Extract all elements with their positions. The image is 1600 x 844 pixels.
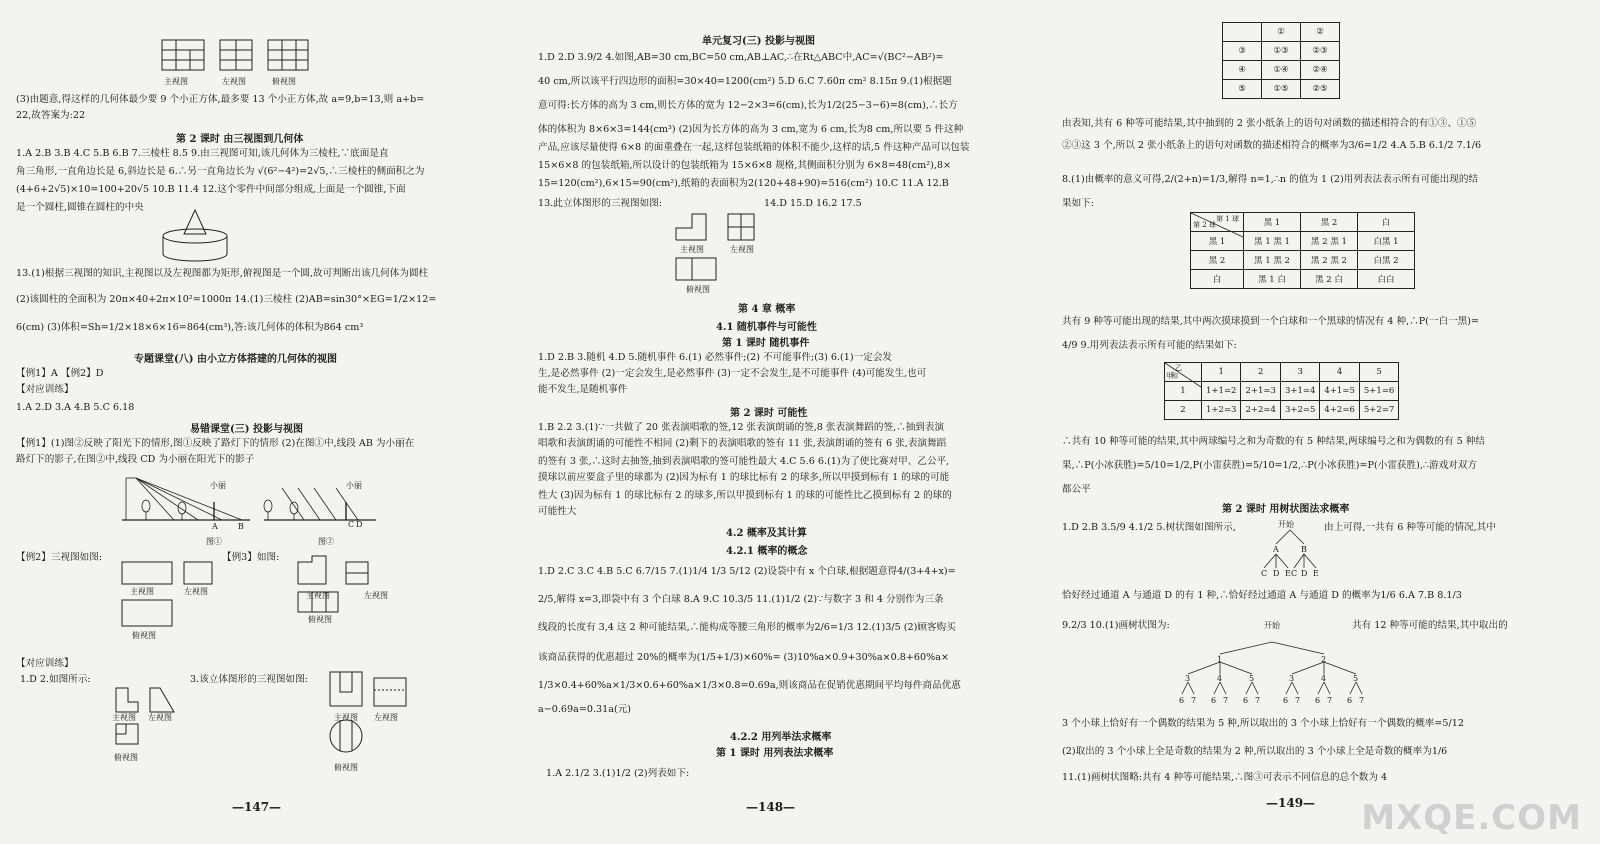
- text-line: 【对应训练】: [16, 658, 74, 669]
- table-cell: 白黑 1: [1358, 232, 1415, 251]
- ball-draw-table: [1190, 212, 1415, 289]
- section-heading: 易错课堂(三) 投影与视图: [190, 424, 303, 435]
- text-line: (4+6+2√5)×10=100+20√5 10.B 11.4 12.这个零件中间部分组成,上面是一个圆锥,下面: [16, 184, 406, 195]
- tree-node: 开始: [1264, 621, 1280, 630]
- fig-label: 左视图: [148, 713, 172, 722]
- grid-cell: ①③: [1262, 42, 1301, 61]
- tree-node: 6: [1211, 696, 1217, 705]
- fig-label: 俯视图: [132, 631, 156, 640]
- tree-node: 3: [1185, 674, 1191, 683]
- text-line: 22,故答案为:22: [16, 110, 86, 121]
- grid-cell: ②⑤: [1301, 80, 1340, 99]
- table-header: 5: [1359, 363, 1398, 382]
- table-cell: 1+2=3: [1202, 401, 1241, 420]
- text-line: 果,∴P(小冰获胜)=5/10=1/2,P(小雷获胜)=5/10=1/2,∴P(小冰获胜)=P(小雷获胜),∴游戏对双方: [1062, 460, 1477, 471]
- text-line: 13.此立体图形的三视图如图:: [538, 198, 663, 209]
- text-line: 8.(1)由概率的意义可得,2/(2+n)=1/3,解得 n=1,∴n 的值为 1 (2)用列表法表示所有可能出现的结: [1062, 174, 1479, 185]
- fig-label: A: [212, 522, 218, 531]
- tree-node: A: [1273, 545, 1279, 554]
- fig-label: 图②: [318, 537, 334, 546]
- text-line: 该商品获得的优惠超过 20%的概率为(1/5+1/3)×60%= (3)10%a×0.9+30%a×0.8+60%a×: [538, 652, 949, 663]
- fig-label: 俯视图: [334, 763, 358, 772]
- tree-node: 7: [1223, 696, 1229, 705]
- tree-node: 6: [1315, 696, 1321, 705]
- fig-label: 左视图: [222, 77, 246, 86]
- table-cell: 黑 2 白: [1301, 270, 1358, 289]
- text-line: 1.D 2.C 3.C 4.B 5.C 6.7/15 7.(1)1/4 1/3 5/12 (2)设袋中有 x 个白球,根据题意得4/(3+4+x)=: [538, 566, 956, 577]
- text-line: 11.(1)画树状图略:共有 4 种等可能结果,∴图③可表示不同信息的总个数为 4: [1062, 772, 1388, 783]
- section-heading: 4.2 概率及其计算: [726, 528, 807, 539]
- text-line: 【例1】A 【例2】D: [16, 368, 104, 379]
- table-corner: 第 1 球 第 2 球: [1191, 213, 1244, 232]
- fig-label: 左视图: [730, 245, 754, 254]
- fig-label: 主视图: [130, 587, 154, 596]
- text-line: 体的体积为 8×6×3=144(cm³) (2)因为长方体的高为 3 cm,宽为 6 cm,长为8 cm,所以要 5 件这种: [538, 124, 964, 135]
- sum-table: [1164, 362, 1399, 420]
- text-line: 14.D 15.D 16.2 17.5: [764, 198, 862, 209]
- table-cell: 黑 1 白: [1244, 270, 1301, 289]
- section-heading: 第 4 章 概率: [738, 304, 796, 315]
- fig-label: 俯视图: [308, 615, 332, 624]
- text-line: 性大 (3)因为标有 1 的球比标有 2 的球多,所以甲摸到标有 1 的球的可能性比乙摸到标有 2 的球的: [538, 490, 952, 501]
- text-line: 1.A 2.D 3.A 4.B 5.C 6.18: [16, 402, 135, 413]
- tree-node: C: [1291, 569, 1298, 578]
- page-148: [530, 0, 1050, 844]
- grid-cell: ②: [1301, 23, 1340, 42]
- text-line: 意可得:长方体的高为 3 cm,则长方体的宽为 12−2×3=6(cm),长为1/2(25−3−6)=8(cm),∴长方: [538, 100, 958, 111]
- text-line: 15×6×8 的包装纸箱,所以设计的包装纸箱为 15×6×8 规格,其侧面积分别为 6×8=48(cm²),8×: [538, 160, 952, 171]
- tree-node: 6: [1243, 696, 1249, 705]
- tree-node: C: [1261, 569, 1268, 578]
- tree-node: 5: [1353, 674, 1359, 683]
- tree-node: E: [1313, 569, 1319, 578]
- text-line: 恰好经过通道 A 与通道 D 的有 1 种,∴恰好经过通道 A 与通道 D 的概率为1/6 6.A 7.B 8.1/3: [1062, 590, 1462, 601]
- text-line: 摸球以前应要盒子里的球都为 (2)因为标有 1 的球比标有 2 的球多,所以甲摸到标有 1 的球的可能: [538, 472, 950, 483]
- table-cell: 4+2=6: [1320, 401, 1359, 420]
- text-line: 9.2/3 10.(1)画树状图为:: [1062, 620, 1170, 631]
- text-line: 1.D 2.B 3.随机 4.D 5.随机事件 6.(1) 必然事件;(2) 不可能事件;(3) 6.(1)一定会发: [538, 352, 893, 363]
- text-line: (3)由题意,得这样的几何体最少要 9 个小正方体,最多要 13 个小正方体,故 a=9,b=13,则 a+b=: [16, 94, 425, 105]
- table-cell: 1: [1165, 382, 1202, 401]
- tree-node: 5: [1249, 674, 1255, 683]
- tree-node: E: [1285, 569, 1291, 578]
- table-header: 黑 2: [1301, 213, 1358, 232]
- tree-node: 6: [1347, 696, 1353, 705]
- section-heading: 第 1 课时 用列表法求概率: [716, 748, 834, 759]
- text-line: 由上可得,一共有 6 种等可能的情况,其中: [1324, 522, 1496, 533]
- text-line: 唱歌和表演朗诵的可能性不相同 (2)剩下的表演唱歌的签有 11 张,表演朗诵的签有 6 张,表演舞蹈: [538, 438, 947, 449]
- table-header: 3: [1280, 363, 1319, 382]
- table-cell: 黑 2 黑 2: [1301, 251, 1358, 270]
- text-line: 3.该立体图形的三视图如图:: [190, 674, 308, 685]
- tree-node: 4: [1217, 674, 1223, 683]
- text-line: 【例3】如图:: [222, 552, 280, 563]
- grid-cell: ③: [1223, 42, 1262, 61]
- text-line: 果如下:: [1062, 198, 1095, 209]
- text-line: ∴共有 10 种等可能的结果,其中两球编号之和为奇数的有 5 种结果,两球编号之和为偶数的有 5 种结: [1062, 436, 1485, 447]
- text-line: 40 cm,所以该平行四边形的面积=30×40=1200(cm²) 5.D 6.C 7.60π cm² 8.15π 9.(1)根据题: [538, 76, 952, 87]
- text-line: 1.D 2.D 3.9/2 4.如图,AB=30 cm,BC=50 cm,AB⊥AC,∴在Rt△ABC中,AC=√(BC²−AB²)=: [538, 52, 944, 63]
- section-heading: 第 1 课时 随机事件: [722, 338, 810, 349]
- text-line: a−0.69a=0.31a(元): [538, 704, 632, 715]
- text-line: 是一个圆柱,圆锥在圆柱的中央: [16, 202, 144, 213]
- text-line: 1.D 2.如图所示:: [20, 674, 91, 685]
- text-line: 1.D 2.B 3.5/9 4.1/2 5.树状图如图所示,: [1062, 522, 1236, 533]
- tree-node: 7: [1191, 696, 1197, 705]
- table-header: 4: [1320, 363, 1359, 382]
- table-cell: 4+1=5: [1320, 382, 1359, 401]
- page-147: [0, 0, 518, 844]
- tree-node: D: [1301, 569, 1308, 578]
- table-header: 白: [1358, 213, 1415, 232]
- table-header: 1: [1202, 363, 1241, 382]
- text-line: 共有 12 种等可能的结果,其中取出的: [1352, 620, 1508, 631]
- grid-cell: ①⑤: [1262, 80, 1301, 99]
- table-cell: 黑 1: [1191, 232, 1244, 251]
- grid-cell: ④: [1223, 61, 1262, 80]
- section-heading: 第 2 课时 可能性: [730, 408, 808, 419]
- grid-cell: ②③: [1301, 42, 1340, 61]
- table-header: 黑 1: [1244, 213, 1301, 232]
- fig-label: 小丽: [346, 481, 362, 490]
- tree-node: 6: [1283, 696, 1289, 705]
- text-line: 生,是必然事件 (2)一定会发生,是必然事件 (3)一定不会发生,是不可能事件 (4)可能发生,也可: [538, 368, 927, 379]
- fig-label: 主视图: [680, 245, 704, 254]
- table-cell: 1+1=2: [1202, 382, 1241, 401]
- tree-node: 1: [1217, 655, 1223, 664]
- text-line: 1.A 2.1/2 3.(1)1/2 (2)列表如下:: [546, 768, 690, 779]
- section-heading: 4.2.2 用列举法求概率: [730, 732, 832, 743]
- text-line: 产品,应该尽量使得 6×8 的面重叠在一起,这样包装纸箱的体积不能少,这样的话,5 件这种产品可以包装: [538, 142, 970, 153]
- fig-label: 主视图: [306, 591, 330, 600]
- section-heading: 4.2.1 概率的概念: [726, 546, 808, 557]
- table-header: 2: [1241, 363, 1280, 382]
- page-149: [1062, 0, 1600, 844]
- table-cell: 2: [1165, 401, 1202, 420]
- fig-label: 俯视图: [114, 753, 138, 762]
- fig-label: 主视图: [112, 713, 136, 722]
- text-line: (2)取出的 3 个小球上全是奇数的结果为 2 种,所以取出的 3 个小球上全是奇数的概率为1/6: [1062, 746, 1448, 757]
- fig-label: 图①: [206, 537, 222, 546]
- table-cell: 黑 2: [1191, 251, 1244, 270]
- text-line: 1.B 2.2 3.(1)∵一共做了 20 张表演唱歌的签,12 张表演朗诵的签,8 张表演舞蹈的签,∴抽到表演: [538, 422, 945, 433]
- text-line: 线段的长度有 3,4 这 2 种可能结果,∴能构成等腰三角形的概率为2/6=1/3 12.(1)3/5 (2)顾客购买: [538, 622, 956, 633]
- tree-node: 开始: [1278, 520, 1294, 529]
- three-views-grid-figure: [158, 38, 308, 72]
- text-line: 4/9 9.用列表法表示所有可能的结果如下:: [1062, 340, 1237, 351]
- tree-node: 2: [1321, 655, 1327, 664]
- page-number: —149—: [1266, 796, 1316, 810]
- fig-label: 主视图: [334, 713, 358, 722]
- text-line: 的签有 3 张,∴这时去抽签,抽到表演唱歌的签可能性最大 4.C 5.6 6.(1)为了使比赛对甲、乙公平,: [538, 456, 950, 467]
- table-cell: 黑 1 黑 2: [1244, 251, 1301, 270]
- section-heading: 4.1 随机事件与可能性: [716, 322, 817, 333]
- table-cell: 黑 1 黑 1: [1244, 232, 1301, 251]
- tree-node: 3: [1289, 674, 1295, 683]
- text-line: 1.A 2.B 3.B 4.C 5.B 6.B 7.三棱柱 8.5 9.由三视图可知,该几何体为三棱柱,∵底面是直: [16, 148, 389, 159]
- text-line: 能不发生,是随机事件: [538, 384, 628, 395]
- watermark: MXQE.COM: [1361, 798, 1582, 838]
- table-cell: 白黑 2: [1358, 251, 1415, 270]
- tree-node: 6: [1179, 696, 1185, 705]
- section-heading: 单元复习(三) 投影与视图: [702, 36, 815, 47]
- table-cell: 5+2=7: [1359, 401, 1398, 420]
- fig-label: D: [356, 520, 363, 529]
- text-line: 都公平: [1062, 484, 1091, 495]
- fig-label: B: [238, 522, 244, 531]
- table-cell: 黑 2 黑 1: [1301, 232, 1358, 251]
- text-line: 共有 9 种等可能出现的结果,其中两次摸球摸到一个白球和一个黑球的情况有 4 种,∴P(一白一黑)=: [1062, 316, 1480, 327]
- text-line: 2/5,解得 x=3,即袋中有 3 个白球 8.A 9.C 10.3/5 11.(1)1/2 (2)∵与数字 3 和 4 分别作为三条: [538, 594, 944, 605]
- text-line: 由表知,共有 6 种等可能结果,其中抽到的 2 张小纸条上的语句对函数的描述相符合的有①③、①⑤: [1062, 118, 1477, 129]
- text-line: 【例2】三视图如图:: [16, 552, 103, 563]
- text-line: 【例1】(1)图②反映了阳光下的情形,图①反映了路灯下的情形 (2)在图①中,线段 AB 为小丽在: [16, 438, 415, 449]
- table-corner: 乙 和 甲: [1165, 363, 1202, 382]
- tree-node: 4: [1321, 674, 1327, 683]
- text-line: 3 个小球上恰好有一个偶数的结果为 5 种,所以取出的 3 个小球上恰好有一个偶数的概率=5/12: [1062, 718, 1464, 729]
- text-line: 6(cm) (3)体积=Sh=1/2×18×6×16=864(cm³),答:该几何体的体积为864 cm³: [16, 322, 364, 333]
- table-cell: 白白: [1358, 270, 1415, 289]
- fig-label: 左视图: [184, 587, 208, 596]
- fig-label: 主视图: [164, 77, 188, 86]
- table-cell: 5+1=6: [1359, 382, 1398, 401]
- tree-node: 7: [1255, 696, 1261, 705]
- text-line: 15=120(cm²),6×15=90(cm²),纸箱的表面积为2(120+48+90)=516(cm²) 10.C 11.A 12.B: [538, 178, 949, 189]
- section-heading: 第 2 课时 由三视图到几何体: [176, 134, 304, 145]
- text-line: 【对应训练】: [16, 384, 74, 395]
- grid-cell: [1223, 23, 1262, 42]
- tree-node: 7: [1327, 696, 1333, 705]
- outcome-grid: [1222, 22, 1340, 99]
- page-number: —147—: [232, 800, 282, 814]
- section-heading: 专题课堂(八) 由小立方体搭建的几何体的视图: [134, 354, 337, 365]
- table-cell: 2+1=3: [1241, 382, 1280, 401]
- page-number: —148—: [746, 800, 796, 814]
- text-line: 角三角形,一直角边长是 6,斜边长是 6.∴另一直角边长为 √(6²−4²)=2√5,∴三棱柱的侧面积之为: [16, 166, 425, 177]
- table-cell: 白: [1191, 270, 1244, 289]
- text-line: 13.(1)根据三视图的知识,主视图以及左视图都为矩形,俯视图是一个圆,故可判断出该几何体为圆柱: [16, 268, 429, 279]
- section-heading: 第 2 课时 用树状图法求概率: [1222, 504, 1350, 515]
- grid-cell: ①④: [1262, 61, 1301, 80]
- tree-diagram-balls: [1172, 630, 1372, 710]
- text-line: ②③这 3 个,所以 2 张小纸条上的语句对函数的描述相符合的概率为3/6=1/2 4.A 5.B 6.1/2 7.1/6: [1062, 140, 1482, 151]
- cone-on-cylinder-figure: [160, 208, 230, 264]
- example3-views-figure: [294, 556, 406, 616]
- table-cell: 3+1=4: [1280, 382, 1319, 401]
- tree-node: 7: [1359, 696, 1365, 705]
- tree-node: 7: [1295, 696, 1301, 705]
- table-cell: 2+2=4: [1241, 401, 1280, 420]
- fig-label: 俯视图: [686, 285, 710, 294]
- text-line: 可能性大: [538, 506, 577, 517]
- text-line: (2)该圆柱的全面积为 20π×40+2π×10²=1000π 14.(1)三棱柱 (2)AB=sin30°×EG=1/2×12=: [16, 294, 437, 305]
- table-cell: 3+2=5: [1280, 401, 1319, 420]
- fig-label: 小丽: [210, 481, 226, 490]
- fig-label: 左视图: [374, 713, 398, 722]
- tree-node: D: [1273, 569, 1280, 578]
- text-line: 1/3×0.4+60%a×1/3×0.6+60%a×1/3×0.8=0.69a,则该商品在促销优惠期间平均每件商品优惠: [538, 680, 961, 691]
- tree-node: B: [1301, 545, 1307, 554]
- fig-label: 俯视图: [272, 77, 296, 86]
- fig-label: C: [348, 520, 355, 529]
- fig-label: 左视图: [364, 591, 388, 600]
- grid-cell: ⑤: [1223, 80, 1262, 99]
- grid-cell: ①: [1262, 23, 1301, 42]
- grid-cell: ②④: [1301, 61, 1340, 80]
- text-line: 路灯下的影子,在图②中,线段 CD 为小丽在阳光下的影子: [16, 454, 255, 465]
